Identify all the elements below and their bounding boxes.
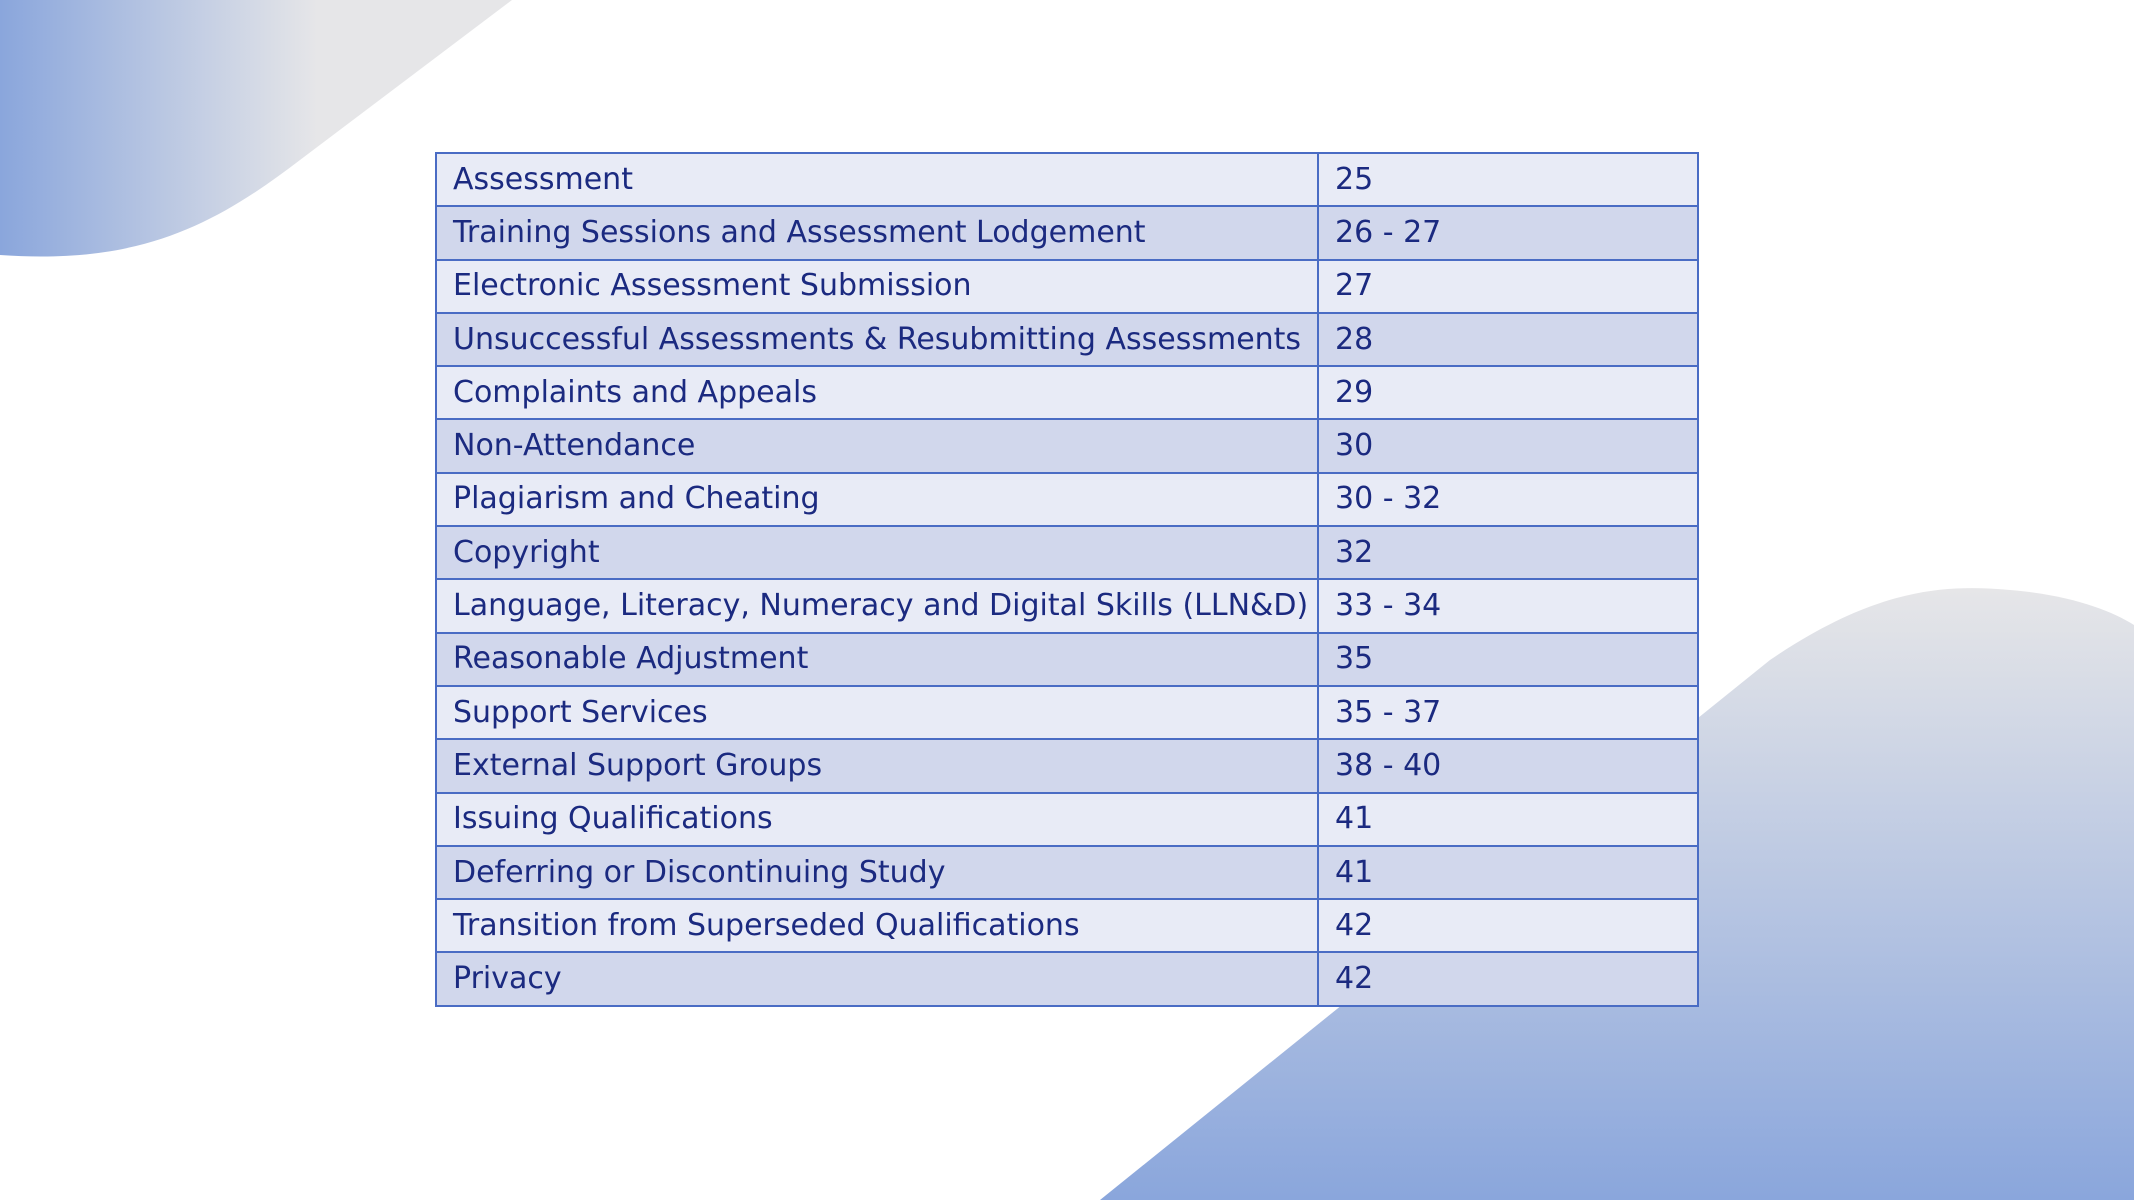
table-row [436,206,1698,259]
page-cell: 35 [1318,633,1698,686]
topic-cell: Assessment [436,153,1318,206]
table-row [436,313,1698,366]
page-cell: 25 [1318,153,1698,206]
page-cell: 33 - 34 [1318,579,1698,632]
topic-cell: Transition from Superseded Qualifications [436,899,1318,952]
page-cell: 35 - 37 [1318,686,1698,739]
page-cell: 28 [1318,313,1698,366]
page-cell: 32 [1318,526,1698,579]
topic-cell: Complaints and Appeals [436,366,1318,419]
table-row [436,633,1698,686]
topic-cell: Training Sessions and Assessment Lodgement [436,206,1318,259]
table-row [436,846,1698,899]
table-row [436,419,1698,472]
topic-cell: Issuing Qualifications [436,793,1318,846]
table-row [436,153,1698,206]
table-row [436,366,1698,419]
topic-cell: Plagiarism and Cheating [436,473,1318,526]
contents-table [435,152,1699,1007]
topic-cell: Non-Attendance [436,419,1318,472]
topic-cell: Support Services [436,686,1318,739]
page-cell: 42 [1318,952,1698,1005]
topic-cell: Unsuccessful Assessments & Resubmitting Assessments [436,313,1318,366]
topic-cell: Reasonable Adjustment [436,633,1318,686]
topic-cell: Electronic Assessment Submission [436,260,1318,313]
page-cell: 30 - 32 [1318,473,1698,526]
page-cell: 26 - 27 [1318,206,1698,259]
topic-cell: Privacy [436,952,1318,1005]
topic-cell: Deferring or Discontinuing Study [436,846,1318,899]
table-row [436,952,1698,1005]
page-cell: 42 [1318,899,1698,952]
topic-cell: Copyright [436,526,1318,579]
table-row [436,526,1698,579]
table-row [436,739,1698,792]
page-cell: 41 [1318,793,1698,846]
table-row [436,260,1698,313]
table-row [436,899,1698,952]
table-row [436,686,1698,739]
page-cell: 38 - 40 [1318,739,1698,792]
table-row [436,473,1698,526]
table-row [436,793,1698,846]
table-row [436,579,1698,632]
page-cell: 30 [1318,419,1698,472]
page-cell: 29 [1318,366,1698,419]
page-cell: 41 [1318,846,1698,899]
topic-cell: External Support Groups [436,739,1318,792]
page-cell: 27 [1318,260,1698,313]
topic-cell: Language, Literacy, Numeracy and Digital Skills (LLN&D) [436,579,1318,632]
